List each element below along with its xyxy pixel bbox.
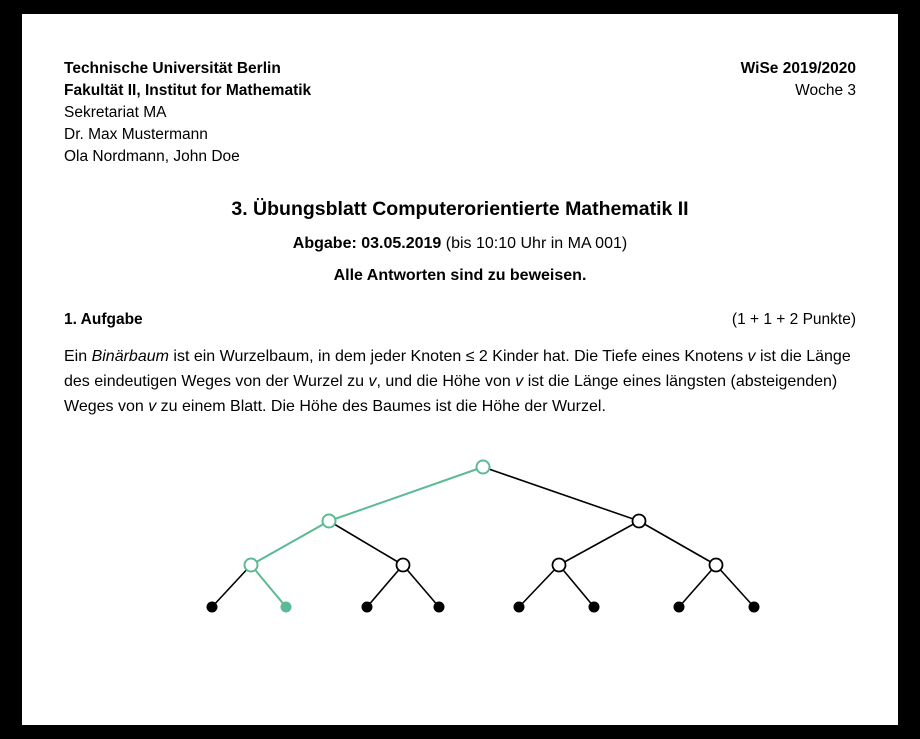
tree-node-internal [323, 514, 336, 527]
assistants-names: Ola Nordmann, John Doe [64, 148, 240, 165]
document-body [64, 58, 856, 632]
task-header-row [64, 311, 856, 329]
tree-node-internal [633, 514, 646, 527]
tree-leaf-highlight [281, 601, 292, 612]
answers-notice: Alle Antworten sind zu beweisen. [333, 267, 587, 284]
var-v-1: v [747, 348, 756, 365]
desc-part-5: ist die Länge eines längsten (absteigenden) Weges von [64, 372, 838, 415]
term-binaerbaum: Binärbaum [91, 348, 169, 365]
desc-part-3: ist die Länge des eindeutigen Weges von der Wurzel zu [64, 348, 851, 390]
due-date-line [64, 235, 856, 253]
desc-part-1: Ein [64, 348, 92, 365]
due-date-bold: Abgabe: 03.05.2019 [292, 235, 442, 252]
document-page [22, 14, 898, 725]
tree-leaf [434, 601, 445, 612]
task-label: 1. Aufgabe [64, 311, 143, 328]
tree-edges-black [212, 467, 754, 607]
tree-node-internal [245, 558, 258, 571]
tree-edges-highlight [251, 467, 483, 607]
task-description [64, 345, 856, 420]
tree-leaf [674, 601, 685, 612]
tree-leaf [207, 601, 218, 612]
desc-part-2: ist ein Wurzelbaum, in dem jeder Knoten ≤ 2 Kinder hat. Die Tiefe eines Knotens [168, 348, 748, 365]
tree-node-internal [397, 558, 410, 571]
tree-nodes-black [397, 514, 723, 571]
header-left-block [64, 58, 311, 168]
tree-leaf [749, 601, 760, 612]
binary-tree-svg [64, 442, 856, 632]
lecturer-name: Dr. Max Mustermann [64, 126, 208, 143]
var-v-4: v [148, 397, 157, 415]
desc-part-6: zu einem Blatt. Die Höhe des Baumes ist die Höhe der Wurzel. [156, 397, 606, 415]
var-v-3: v [515, 372, 524, 390]
sheet-title: 3. Übungsblatt Computerorientierte Mathematik II [231, 198, 689, 220]
var-v-2: v [368, 372, 377, 390]
binary-tree-figure [64, 442, 856, 632]
tree-node-root [477, 460, 490, 473]
semester-label: WiSe 2019/2020 [740, 60, 856, 77]
university-name: Technische Universität Berlin [64, 60, 281, 77]
tree-leaf [589, 601, 600, 612]
secretariat-line: Sekretariat MA [64, 104, 167, 121]
due-date-rest: (bis 10:10 Uhr in MA 001) [441, 235, 628, 252]
tree-node-internal [553, 558, 566, 571]
tree-leaf [362, 601, 373, 612]
header-right-block [741, 58, 856, 102]
tree-leaf [514, 601, 525, 612]
tree-leaves [207, 601, 760, 612]
task-points: (1 + 1 + 2 Punkte) [731, 311, 856, 328]
week-label: Woche 3 [795, 82, 856, 99]
tree-node-internal [710, 558, 723, 571]
desc-part-4: , und die Höhe von [376, 372, 516, 390]
faculty-name: Fakultät II, Institut for Mathematik [64, 82, 312, 99]
document-header [64, 58, 856, 168]
